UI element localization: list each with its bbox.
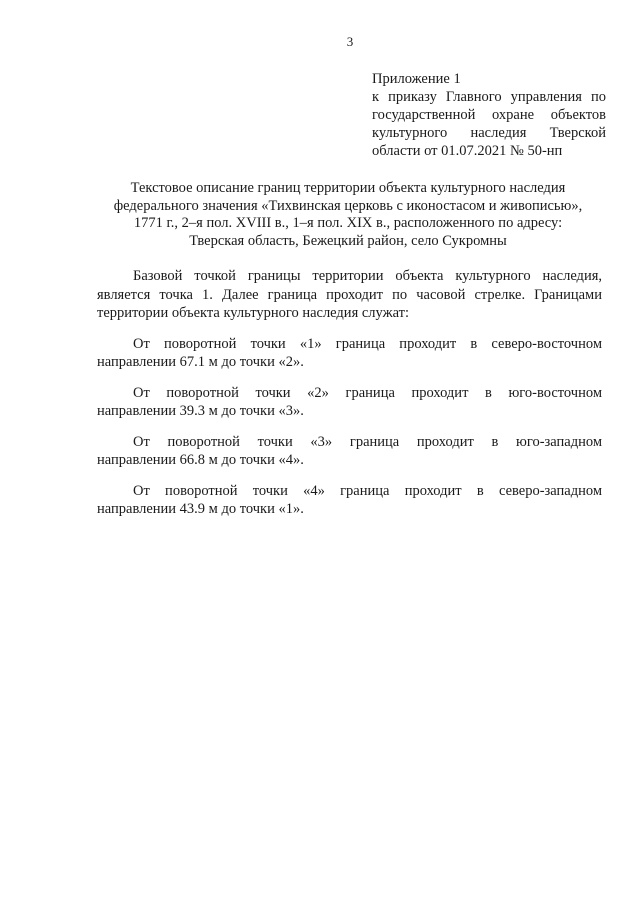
paragraph-line: направлении 39.3 м до точки «3». <box>97 403 304 419</box>
appendix-line: государственной охране объектов <box>372 107 606 123</box>
appendix-header <box>372 70 606 160</box>
paragraph-line: От поворотной точки «1» граница проходит в северо-восточном <box>133 335 602 352</box>
paragraph-line: Базовой точкой границы территории объекта культурного наследия, <box>133 268 602 284</box>
paragraph-line: территории объекта культурного наследия служат: <box>97 305 410 321</box>
appendix-line: культурного наследия Тверской <box>372 125 606 141</box>
paragraph-line: От поворотной точки «3» граница проходит в юго-западном <box>133 433 602 450</box>
paragraph-segment-2-3 <box>97 384 602 421</box>
title-line: Текстовое описание границ территории объекта культурного наследия <box>130 180 566 196</box>
paragraph-line: направлении 66.8 м до точки «4». <box>97 452 304 468</box>
page-number: 3 <box>346 34 354 49</box>
title-line: федерального значения «Тихвинская церковь с иконостасом и живописью», <box>113 197 583 214</box>
appendix-line: к приказу Главного управления по <box>372 89 606 105</box>
paragraph-base-point <box>97 267 602 323</box>
paragraph-line: направлении 67.1 м до точки «2». <box>97 354 304 370</box>
appendix-line: области от 01.07.2021 № 50-нп <box>372 143 563 159</box>
document-title <box>86 180 610 250</box>
document-body <box>97 267 602 519</box>
paragraph-segment-3-4 <box>97 433 602 470</box>
paragraph-line: является точка 1. Далее граница проходит по часовой стрелке. Границами <box>97 286 602 303</box>
paragraph-line: От поворотной точки «2» граница проходит в юго-восточном <box>133 384 602 401</box>
title-line: Тверская область, Бежецкий район, село Сукромны <box>189 232 507 249</box>
paragraph-line: От поворотной точки «4» граница проходит в северо-западном <box>133 482 602 499</box>
paragraph-segment-1-2 <box>97 335 602 372</box>
appendix-line: Приложение 1 <box>372 71 461 87</box>
paragraph-line: направлении 43.9 м до точки «1». <box>97 501 304 517</box>
paragraph-segment-4-1 <box>97 482 602 519</box>
title-line: 1771 г., 2–я пол. XVIII в., 1–я пол. XIX в., расположенного по адресу: <box>133 215 563 231</box>
